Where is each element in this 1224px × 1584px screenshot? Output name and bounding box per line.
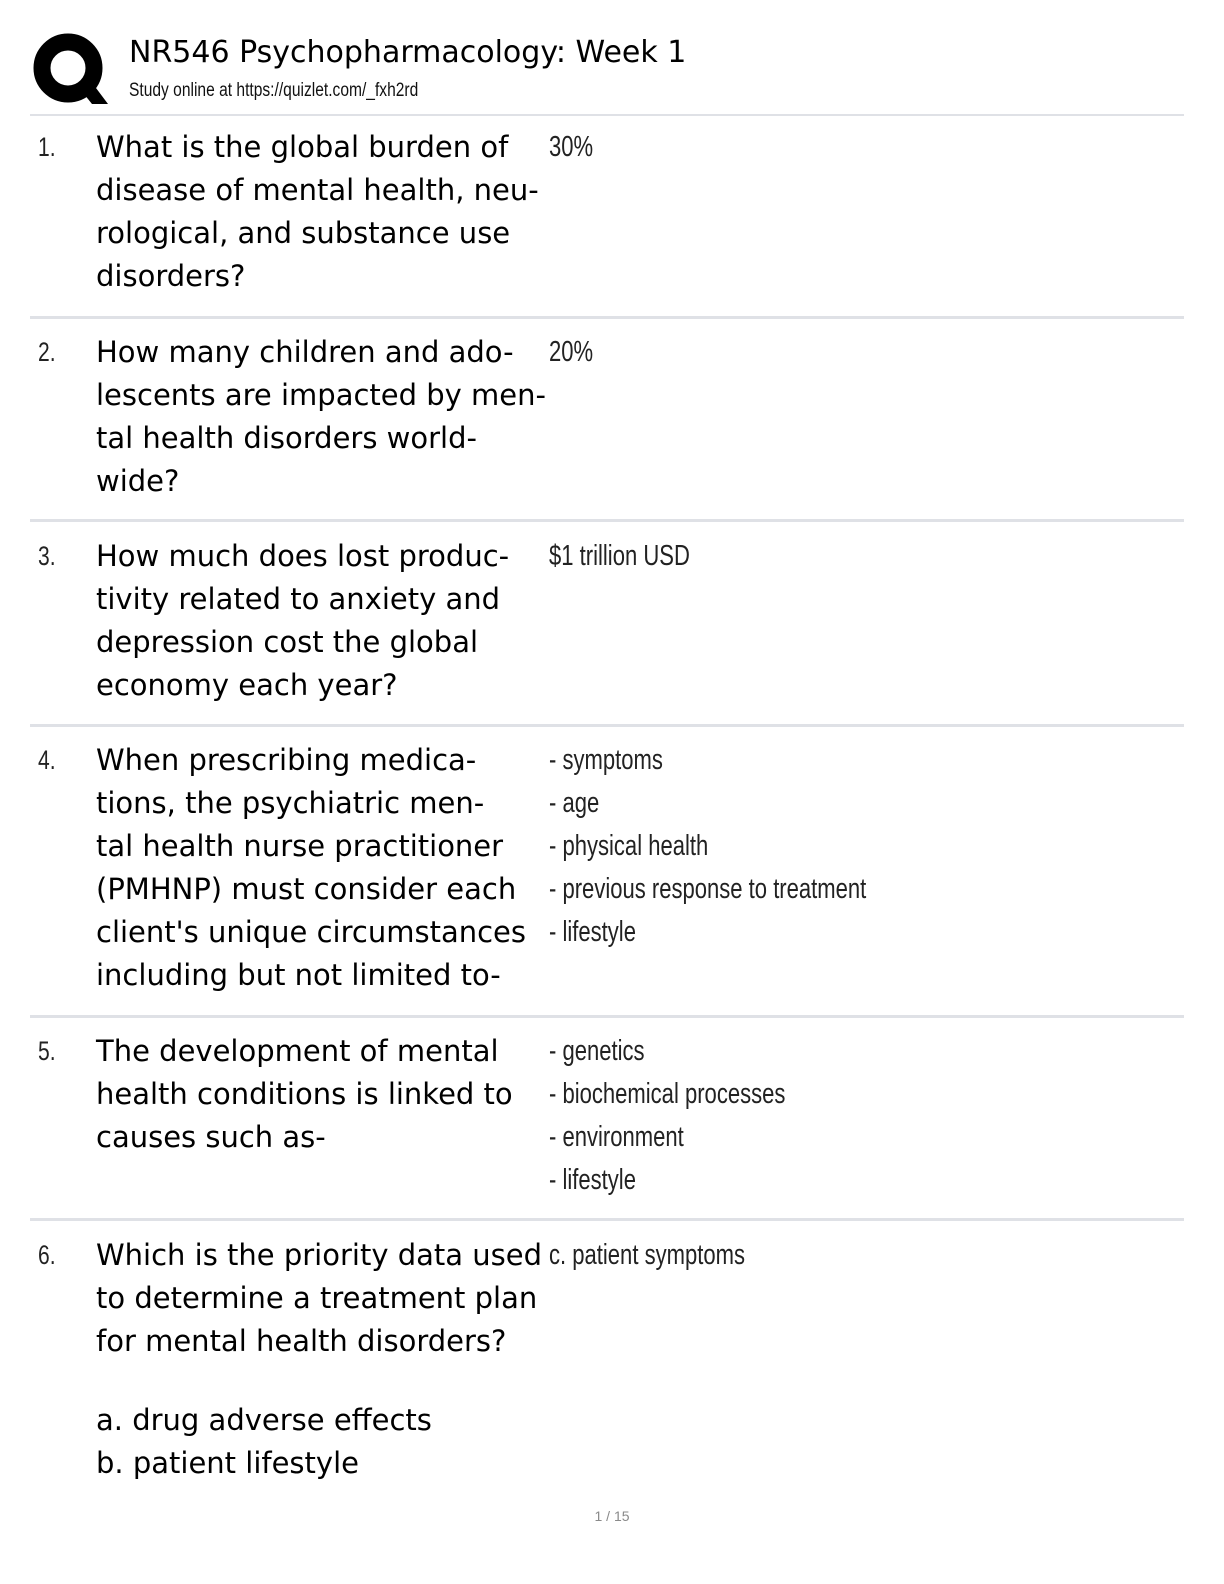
term-line: tal health nurse practitioner <box>96 829 504 863</box>
term-line: Which is the priority data used <box>96 1238 542 1272</box>
card-term <box>96 1030 546 1159</box>
quizlet-logo-icon <box>32 32 108 108</box>
term-line: lescents are impacted by men- <box>96 378 546 412</box>
term-line: to determine a treatment plan <box>96 1281 538 1315</box>
card-number: 3. <box>38 541 56 571</box>
term-line: How much does lost produc- <box>96 539 510 573</box>
card-definition <box>549 1234 1005 1277</box>
page-number: 1 / 15 <box>594 1508 630 1524</box>
card-number: 6. <box>38 1240 56 1270</box>
definition-line: - physical health <box>549 830 709 862</box>
definition-line: 20% <box>549 336 594 368</box>
card-number: 5. <box>38 1036 56 1066</box>
definition-line: - environment <box>549 1121 684 1153</box>
term-line: When prescribing medica- <box>96 743 477 777</box>
term-line: tivity related to anxiety and <box>96 582 501 616</box>
card-number: 4. <box>38 745 56 775</box>
term-line: tions, the psychiatric men- <box>96 786 485 820</box>
term-option: a. drug adverse effects <box>96 1403 432 1437</box>
flashcard <box>30 331 1184 522</box>
flashcard <box>30 1030 1184 1221</box>
definition-line: - lifestyle <box>549 1164 636 1196</box>
definition-line: - previous response to treatment <box>549 873 867 905</box>
term-line: disorders? <box>96 259 246 293</box>
card-definition <box>549 535 1005 578</box>
term-spacer <box>96 1363 546 1399</box>
term-line: including but not limited to- <box>96 958 501 992</box>
definition-line: - symptoms <box>549 744 663 776</box>
term-line: causes such as- <box>96 1120 326 1154</box>
card-term <box>96 739 546 997</box>
term-line: health conditions is linked to <box>96 1077 513 1111</box>
definition-line: - biochemical processes <box>549 1078 786 1110</box>
card-number: 2. <box>38 337 56 367</box>
card-definition <box>549 331 1005 374</box>
definition-line: - lifestyle <box>549 916 636 948</box>
definition-line: - genetics <box>549 1035 645 1067</box>
flashcard <box>30 1234 1184 1494</box>
card-definition <box>549 1030 1005 1202</box>
flashcard <box>30 126 1184 319</box>
term-line: economy each year? <box>96 668 398 702</box>
card-number: 1. <box>38 132 56 162</box>
term-line: What is the global burden of <box>96 130 509 164</box>
definition-line: c. patient symptoms <box>549 1239 745 1271</box>
definition-line: $1 trillion USD <box>549 540 690 572</box>
card-term <box>96 535 546 707</box>
term-line: for mental health disorders? <box>96 1324 507 1358</box>
card-term <box>96 126 546 298</box>
term-line: disease of mental health, neu- <box>96 173 539 207</box>
flashcard <box>30 739 1184 1018</box>
card-term <box>96 1234 546 1485</box>
definition-line: 30% <box>549 131 594 163</box>
document-subtitle: Study online at https://quizlet.com/_fxh2rd <box>129 80 419 101</box>
term-line: The development of mental <box>96 1034 499 1068</box>
term-line: How many children and ado- <box>96 335 514 369</box>
term-option: b. patient lifestyle <box>96 1446 359 1480</box>
term-line: client's unique circumstances <box>96 915 527 949</box>
card-term <box>96 331 546 503</box>
card-definition <box>549 739 1005 954</box>
term-line: rological, and substance use <box>96 216 511 250</box>
term-line: (PMHNP) must consider each <box>96 872 517 906</box>
definition-line: - age <box>549 787 600 819</box>
term-line: wide? <box>96 464 180 498</box>
term-line: tal health disorders world- <box>96 421 477 455</box>
document-title: NR546 Psychopharmacology: Week 1 <box>129 35 687 70</box>
term-line: depression cost the global <box>96 625 479 659</box>
card-definition <box>549 126 1005 169</box>
page-header <box>30 28 1184 116</box>
flashcard <box>30 535 1184 727</box>
